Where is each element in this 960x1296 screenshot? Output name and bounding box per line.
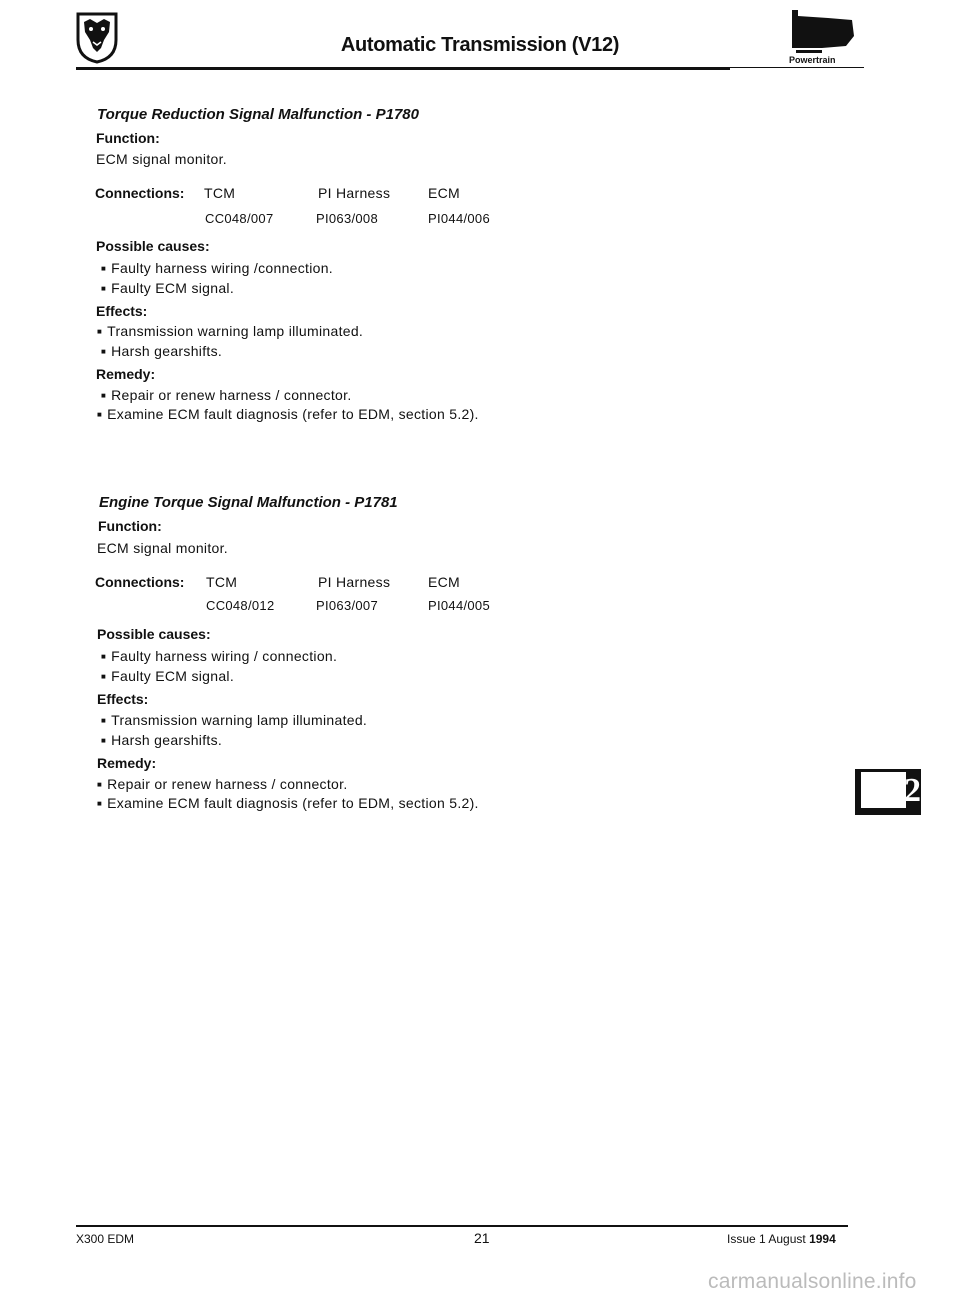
connection-header-harness: PI Harness (318, 574, 391, 590)
function-text: ECM signal monitor. (96, 151, 227, 167)
effects-label: Effects: (96, 303, 148, 319)
list-item: ■ Transmission warning lamp illuminated. (97, 323, 363, 339)
header-rule (76, 67, 730, 70)
list-item: ■ Faulty ECM signal. (101, 668, 234, 684)
footer-rule (76, 1225, 848, 1227)
connection-header-harness: PI Harness (318, 185, 391, 201)
connection-header-ecm: ECM (428, 574, 461, 590)
footer-issue-year: 1994 (809, 1232, 836, 1246)
connection-value-ecm: PI044/006 (428, 211, 490, 226)
connection-header-tcm: TCM (204, 185, 236, 201)
section-title: Torque Reduction Signal Malfunction - P1780 (97, 106, 419, 123)
powertrain-icon (788, 8, 858, 58)
connection-value-tcm: CC048/007 (205, 211, 274, 226)
header-rule-thin (730, 67, 864, 68)
connection-value-tcm: CC048/012 (206, 598, 275, 613)
list-item: ■ Repair or renew harness / connector. (101, 387, 352, 403)
connection-value-harness: PI063/007 (316, 598, 378, 613)
list-item: ■ Faulty harness wiring /connection. (101, 260, 333, 276)
page-title: Automatic Transmission (V12) (340, 34, 620, 56)
footer-issue (727, 1232, 836, 1246)
list-item: ■ Examine ECM fault diagnosis (refer to EDM, section 5.2). (97, 406, 479, 422)
section-tab-window (861, 772, 906, 808)
section-tab-number: 2 (904, 772, 921, 809)
effects-label: Effects: (97, 691, 149, 707)
causes-label: Possible causes: (97, 626, 211, 642)
connections-label: Connections: (95, 574, 185, 590)
list-item: ■ Harsh gearshifts. (101, 732, 222, 748)
connection-header-tcm: TCM (206, 574, 238, 590)
remedy-label: Remedy: (97, 755, 157, 771)
connections-label: Connections: (95, 185, 185, 201)
powertrain-label: Powertrain (789, 55, 836, 65)
page-number: 21 (474, 1230, 490, 1246)
footer-issue-text: Issue 1 August (727, 1232, 806, 1246)
watermark: carmanualsonline.info (708, 1270, 917, 1293)
connection-value-ecm: PI044/005 (428, 598, 490, 613)
list-item: ■ Harsh gearshifts. (101, 343, 222, 359)
section-title: Engine Torque Signal Malfunction - P1781 (99, 494, 398, 511)
list-item: ■ Examine ECM fault diagnosis (refer to EDM, section 5.2). (97, 795, 479, 811)
connection-value-harness: PI063/008 (316, 211, 378, 226)
function-text: ECM signal monitor. (97, 540, 228, 556)
function-label: Function: (98, 518, 162, 534)
causes-label: Possible causes: (96, 238, 210, 254)
connection-header-ecm: ECM (428, 185, 461, 201)
remedy-label: Remedy: (96, 366, 156, 382)
function-label: Function: (96, 130, 160, 146)
footer-doc-name: X300 EDM (76, 1232, 135, 1246)
list-item: ■ Faulty ECM signal. (101, 280, 234, 296)
list-item: ■ Transmission warning lamp illuminated. (101, 712, 367, 728)
list-item: ■ Repair or renew harness / connector. (97, 776, 348, 792)
list-item: ■ Faulty harness wiring / connection. (101, 648, 337, 664)
